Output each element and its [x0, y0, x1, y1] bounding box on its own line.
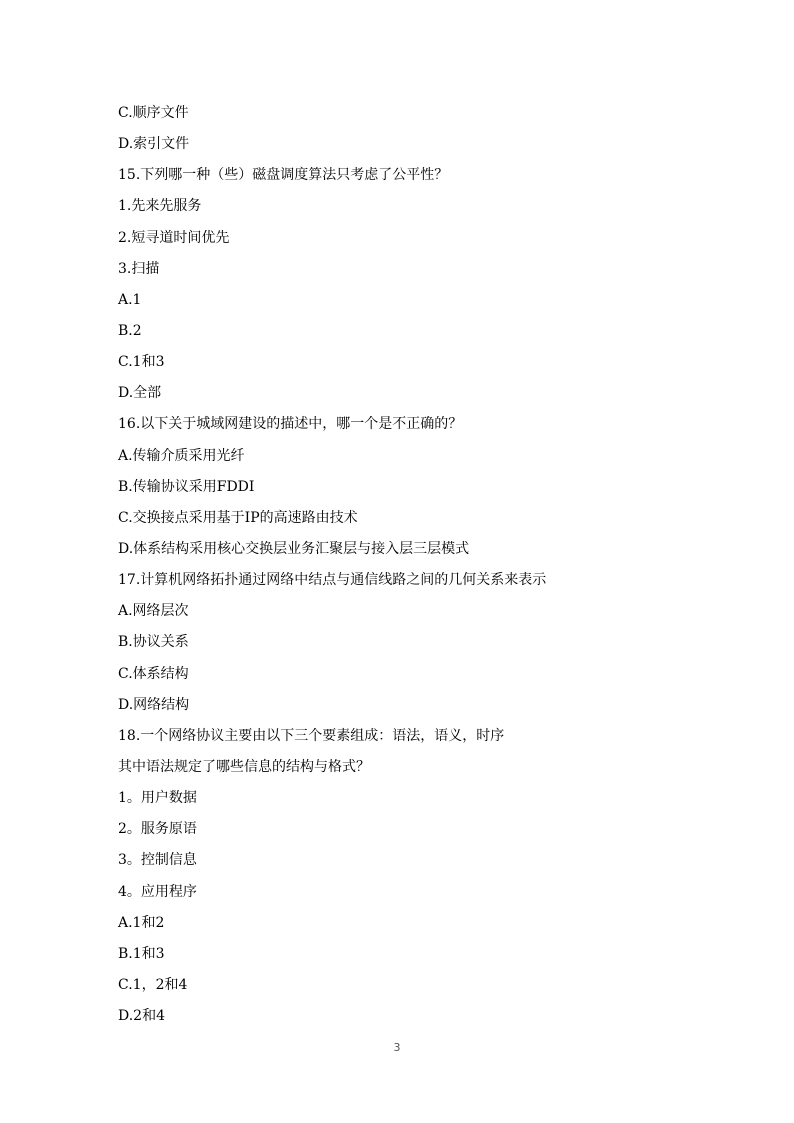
- option-line: A.1: [118, 291, 142, 308]
- question-line: 其中语法规定了哪些信息的结构与格式？: [118, 758, 370, 775]
- option-line: B.协议关系: [118, 634, 189, 651]
- option-line: C.顺序文件: [118, 105, 189, 121]
- option-line: B.2: [118, 322, 142, 339]
- question-line: 16.以下关于城域网建设的描述中，哪一个是不正确的？: [118, 416, 463, 433]
- option-line: C.体系结构: [118, 665, 189, 682]
- item-line: 1.先来先服务: [118, 198, 202, 215]
- option-line: D.体系结构采用核心交换层业务汇聚层与接入层三层模式: [118, 540, 470, 557]
- option-line: C.1和3: [118, 354, 165, 371]
- item-line: 3。控制信息: [118, 852, 197, 869]
- option-line: D.网络结构: [118, 696, 190, 713]
- option-line: D.全部: [118, 385, 162, 402]
- option-line: A.传输介质采用光纤: [118, 447, 245, 464]
- option-line: D.索引文件: [118, 136, 190, 153]
- option-line: D.2和4: [118, 1008, 165, 1025]
- document-body: [118, 100, 678, 1034]
- option-line: C.交换接点采用基于IP的高速路由技术: [118, 509, 358, 526]
- option-line: B.传输协议采用FDDI: [118, 478, 255, 495]
- option-line: B.1和3: [118, 945, 165, 962]
- item-line: 4。应用程序: [118, 883, 197, 900]
- item-line: 3.扫描: [118, 260, 160, 277]
- item-line: 1。用户数据: [118, 790, 197, 807]
- option-line: C.1，2和4: [118, 976, 188, 993]
- question-line: 15.下列哪一种（些）磁盘调度算法只考虑了公平性？: [118, 167, 449, 184]
- question-line: 18.一个网络协议主要由以下三个要素组成：语法，语义，时序: [118, 727, 505, 744]
- item-line: 2.短寻道时间优先: [118, 229, 230, 246]
- option-line: A.网络层次: [118, 603, 189, 620]
- question-line: 17.计算机网络拓扑通过网络中结点与通信线路之间的几何关系来表示: [118, 572, 547, 589]
- item-line: 2。服务原语: [118, 821, 197, 838]
- page-number: 3: [393, 1041, 401, 1054]
- option-line: A.1和2: [118, 914, 165, 931]
